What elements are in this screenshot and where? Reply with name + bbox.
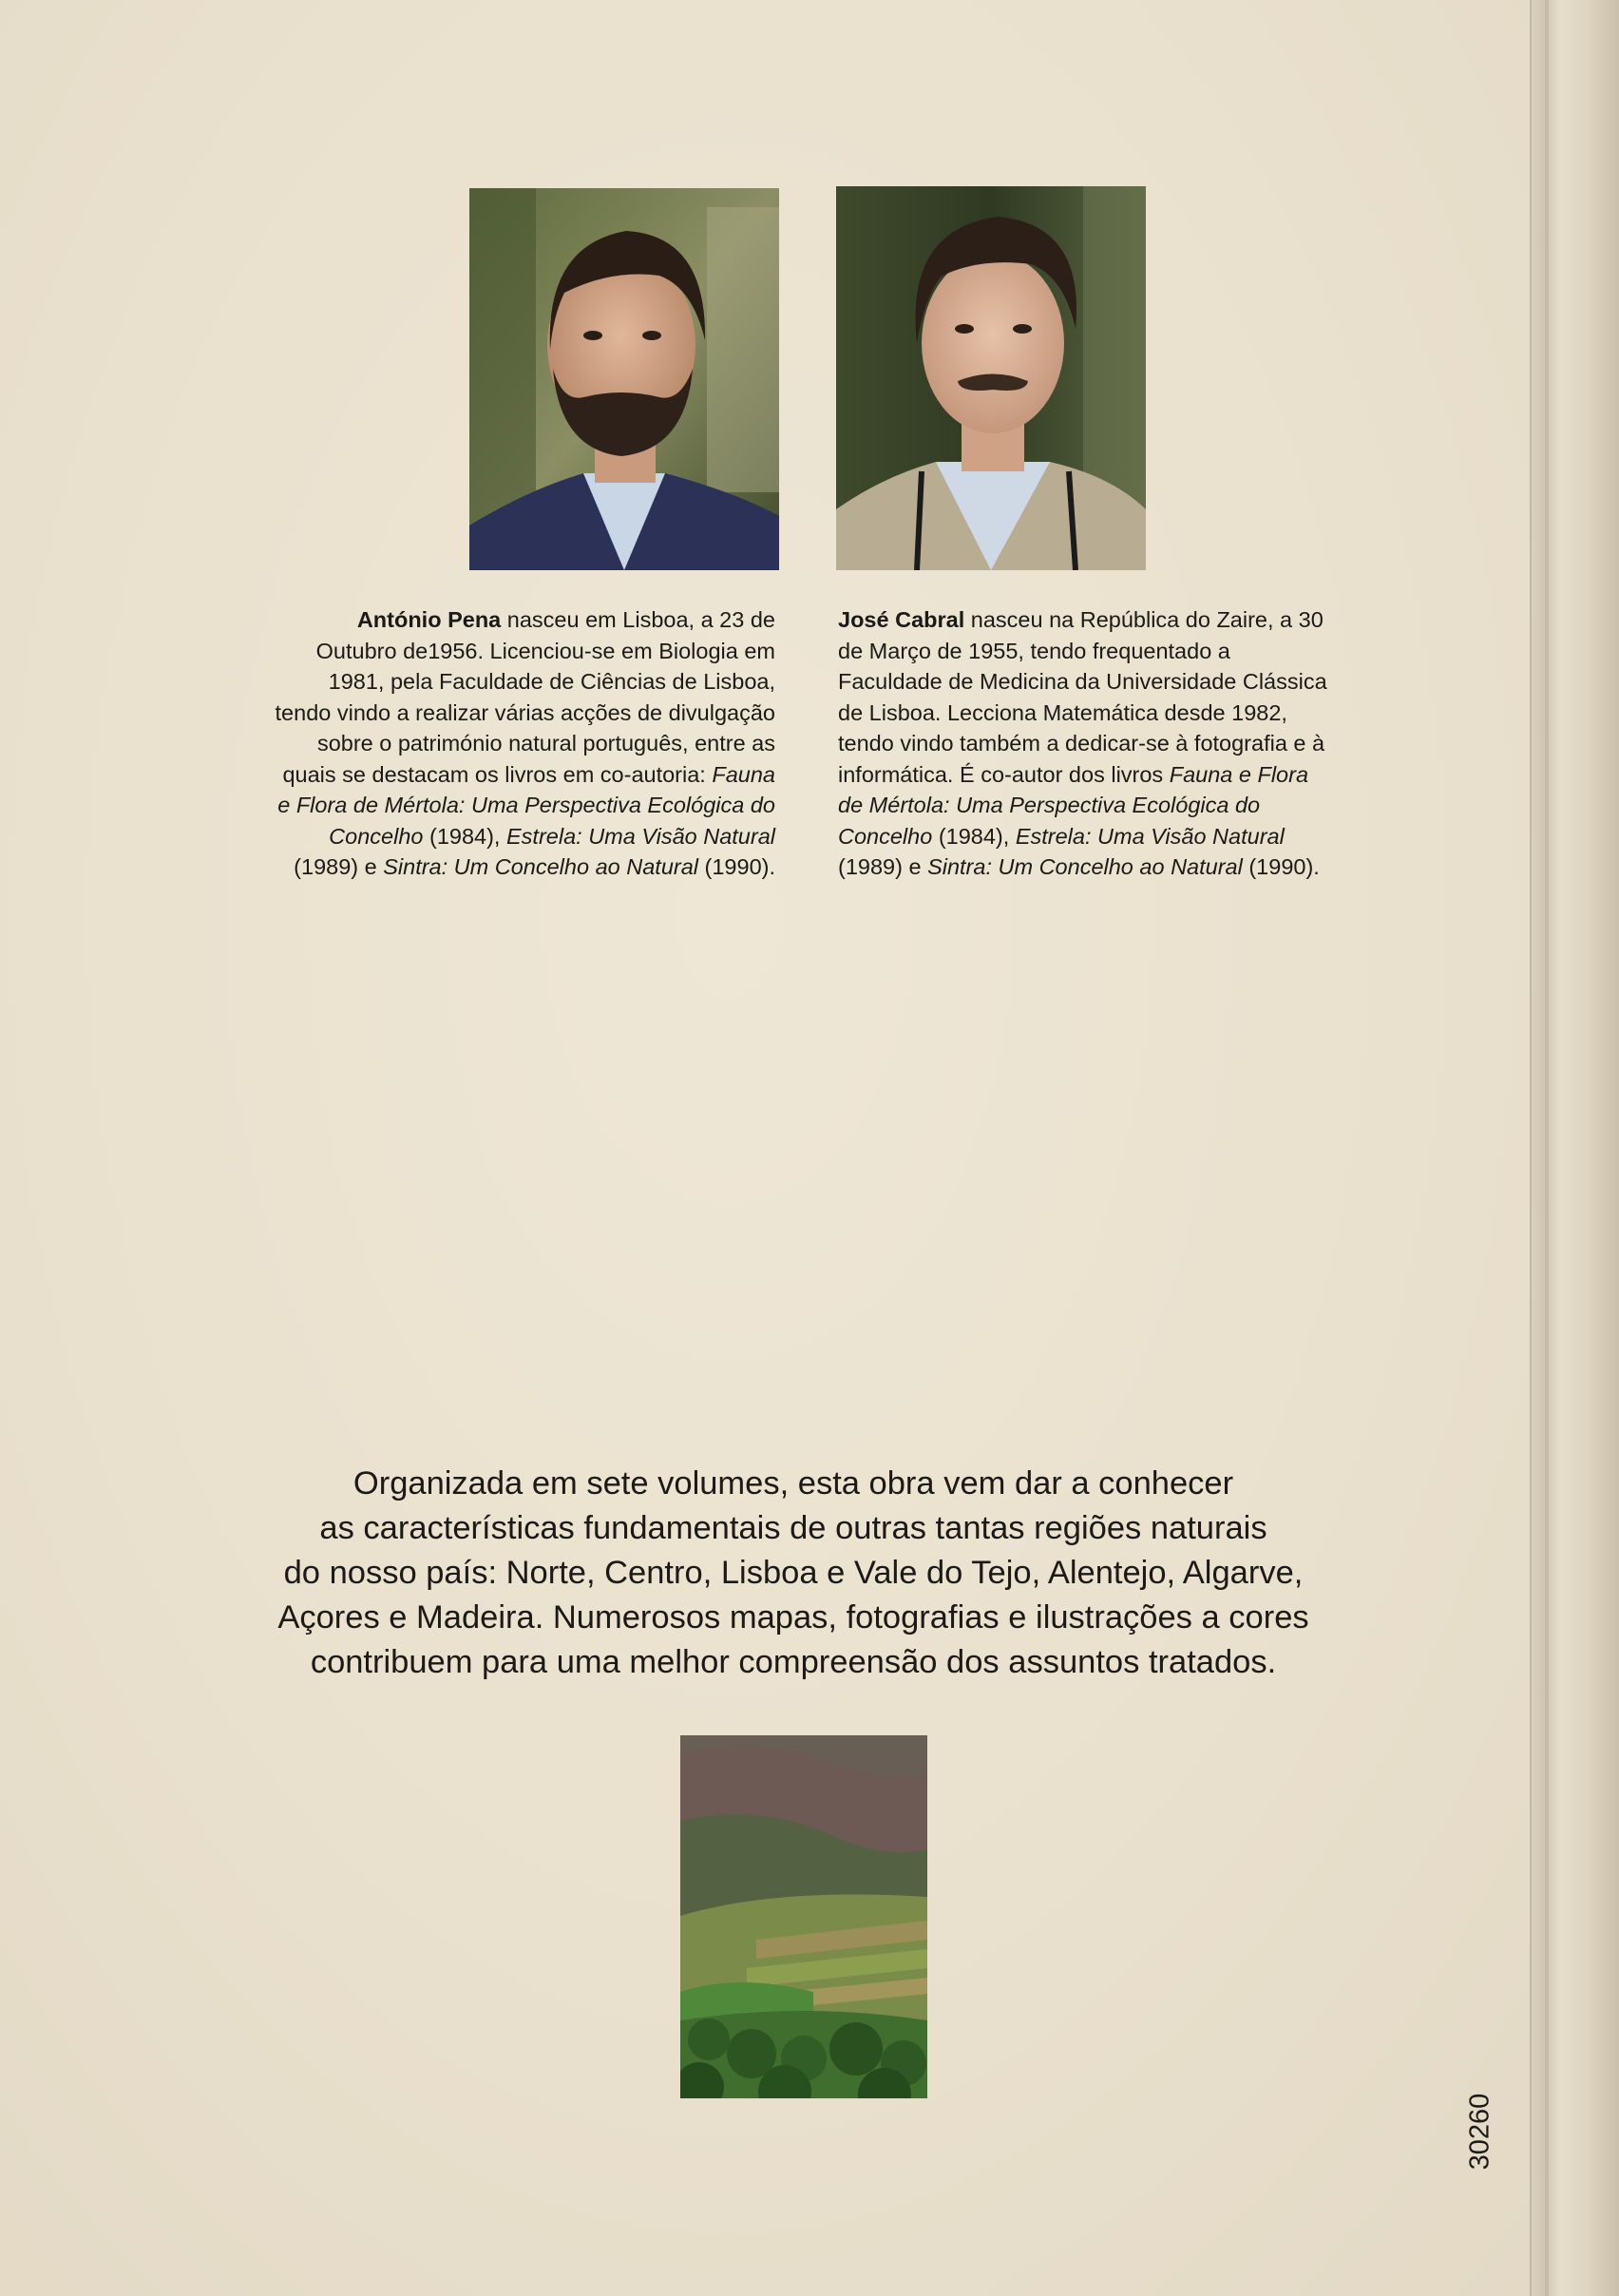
book-title-text: Concelho bbox=[838, 823, 933, 849]
series-description bbox=[143, 1462, 1444, 1685]
author-bio-jose-cabral bbox=[838, 604, 1452, 883]
bio-text: Faculdade de Medicina da Universidade Clássica bbox=[838, 669, 1327, 694]
bio-text: Outubro de1956. Licenciou-se em Biologia em bbox=[315, 638, 775, 663]
landscape-photo bbox=[680, 1735, 927, 2098]
description-line: do nosso país: Norte, Centro, Lisboa e Vale do Tejo, Alentejo, Algarve, bbox=[283, 1555, 1304, 1591]
bio-text: quais se destacam os livros em co-autoria: bbox=[282, 761, 713, 787]
mustached-man-portrait-icon bbox=[836, 186, 1146, 570]
book-title-text: Estrela: Uma Visão Natural bbox=[506, 823, 775, 849]
bio-text: (1990). bbox=[1242, 854, 1320, 879]
description-line: Açores e Madeira. Numerosos mapas, fotografias e ilustrações a cores bbox=[277, 1599, 1309, 1636]
bearded-man-portrait-icon bbox=[469, 188, 779, 570]
bio-text: nasceu na República do Zaire, a 30 bbox=[964, 607, 1324, 632]
book-title-text: Fauna e Flora bbox=[1169, 761, 1309, 787]
terraced-landscape-photo-icon bbox=[680, 1735, 927, 2098]
author-photo-jose-cabral bbox=[836, 186, 1146, 570]
author-name: José Cabral bbox=[838, 607, 965, 632]
catalog-number bbox=[1463, 2079, 1497, 2184]
book-spine-edge bbox=[1530, 0, 1619, 2296]
bio-text: (1984), bbox=[932, 823, 1016, 849]
description-line: contribuem para uma melhor compreensão dos assuntos tratados. bbox=[310, 1644, 1277, 1680]
bio-text: (1990). bbox=[698, 854, 775, 879]
author-photo-antonio-pena bbox=[469, 188, 779, 570]
bio-text: (1989) e bbox=[294, 854, 384, 879]
description-line: Organizada em sete volumes, esta obra vem dar a conhecer bbox=[352, 1465, 1234, 1502]
bio-text: tendo vindo a realizar várias acções de divulgação bbox=[275, 699, 775, 725]
book-title-text: Fauna bbox=[712, 761, 775, 787]
author-name: António Pena bbox=[356, 607, 502, 632]
book-title-text: de Mértola: Uma Perspectiva Ecológica do bbox=[838, 793, 1261, 817]
bio-text: sobre o património natural português, entre as bbox=[316, 731, 775, 756]
book-title-text: Estrela: Uma Visão Natural bbox=[1015, 823, 1285, 849]
bio-text: de Lisboa. Lecciona Matemática desde 1982, bbox=[838, 699, 1287, 725]
bio-text: (1989) e bbox=[838, 854, 928, 879]
book-title-text: Concelho bbox=[329, 823, 424, 849]
bio-text: (1984), bbox=[423, 823, 506, 849]
catalog-number-text: 30260 bbox=[1464, 2093, 1495, 2171]
book-title-text: Sintra: Um Concelho ao Natural bbox=[383, 854, 698, 879]
bio-text: nasceu em Lisboa, a 23 de bbox=[501, 607, 775, 632]
bio-text: informática. É co-autor dos livros bbox=[838, 761, 1170, 787]
bio-text: de Março de 1955, tendo frequentado a bbox=[838, 638, 1230, 663]
spine-groove bbox=[1545, 0, 1549, 2296]
bio-text: 1981, pela Faculdade de Ciências de Lisboa, bbox=[328, 669, 775, 694]
description-line: as características fundamentais de outras tantas regiões naturais bbox=[319, 1510, 1267, 1546]
book-title-text: Sintra: Um Concelho ao Natural bbox=[927, 854, 1243, 879]
bio-text: tendo vindo também a dedicar-se à fotografia e à bbox=[838, 731, 1325, 756]
author-bio-antonio-pena bbox=[152, 604, 775, 883]
book-title-text: e Flora de Mértola: Uma Perspectiva Ecológica do bbox=[277, 793, 775, 817]
